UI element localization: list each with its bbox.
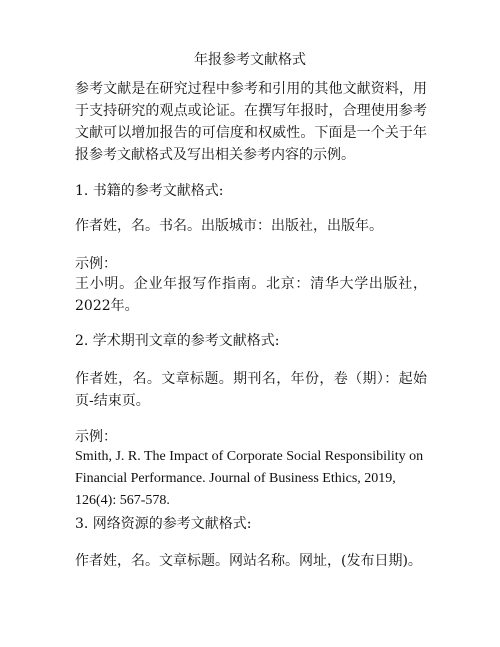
- intro-paragraph: 参考文献是在研究过程中参考和引用的其他文献资料，用于支持研究的观点或论证。在撰写年报时，合理使用参考文献可以增加报告的可信度和权威性。下面是一个关于年报参考文献格式及写出相关参考内容的示例。: [75, 81, 427, 163]
- section-2-format: 作者姓，名。文章标题。期刊名，年份，卷（期）：起始页-结束页。: [75, 371, 427, 409]
- document-title: 年报参考文献格式: [194, 52, 306, 68]
- section-3-format: 作者姓，名。文章标题。网站名称。网址，(发布日期)。: [75, 553, 422, 569]
- section-1-example: 王小明。企业年报写作指南。北京：清华大学出版社，2022年。: [75, 276, 427, 314]
- section-1-example-label: 示例：: [75, 256, 117, 272]
- section-1-format: 作者姓，名。书名。出版城市：出版社，出版年。: [75, 218, 383, 234]
- section-1-heading: 1. 书籍的参考文献格式:: [75, 183, 224, 199]
- section-2-heading: 2. 学术期刊文章的参考文献格式:: [75, 333, 280, 349]
- section-2-example-label: 示例：: [75, 429, 117, 445]
- section-3-heading: 3. 网络资源的参考文献格式:: [75, 516, 252, 532]
- section-2-example: Smith, J. R. The Impact of Corporate Social Responsibility on Financial Performance. Journal of Business Ethics, 2019, 126(4): 567-578.: [75, 449, 424, 508]
